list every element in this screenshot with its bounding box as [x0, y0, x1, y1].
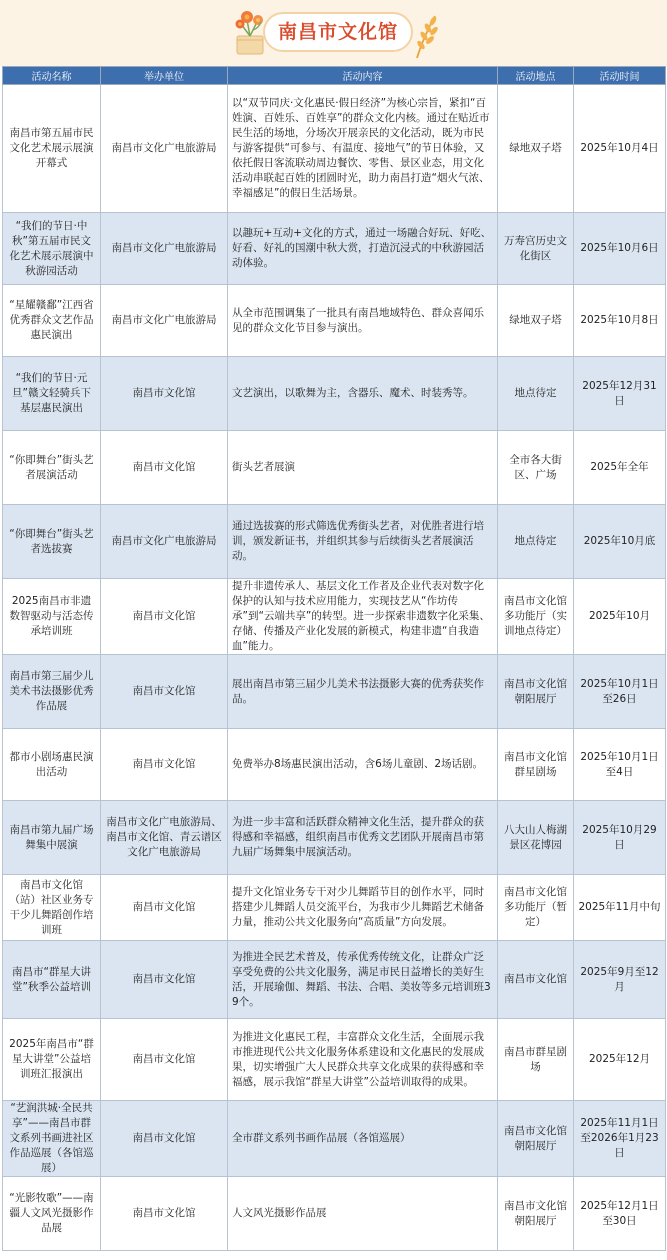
time-cell: 2025年10月底	[574, 505, 666, 579]
table-header-row	[3, 67, 666, 85]
table-row	[3, 1019, 666, 1101]
activity-name-cell: 南昌市文化馆（站）社区业务专干少儿舞蹈创作培训班	[3, 875, 101, 941]
activity-name-cell: 南昌市第三届少儿美术书法摄影优秀作品展	[3, 655, 101, 729]
place-cell: 南昌市文化馆朝阳展厅	[498, 1101, 574, 1177]
time-cell: 2025年10月4日	[574, 85, 666, 213]
place-cell: 万寿宫历史文化街区	[498, 213, 574, 285]
organizer-cell: 南昌市文化广电旅游局	[101, 85, 228, 213]
place-cell: 南昌市文化馆	[498, 941, 574, 1019]
place-cell: 绿地双子塔	[498, 85, 574, 213]
activity-name-cell: 南昌市“群星大讲堂”秋季公益培训	[3, 941, 101, 1019]
column-header-place: 活动地点	[498, 67, 574, 85]
content-cell: 展出南昌市第三届少儿美术书法摄影大赛的优秀获奖作品。	[228, 655, 498, 729]
content-cell: 以趣玩+互动+文化的方式，通过一场融合好玩、好吃、好看、好礼的国潮中秋大赏，打造沉浸式的中秋游园活动体验。	[228, 213, 498, 285]
activity-name-cell: “我们的节日·中秋”第五届市民文化艺术展示展演中秋游园活动	[3, 213, 101, 285]
time-cell: 2025年12月31日	[574, 357, 666, 431]
table-row	[3, 505, 666, 579]
activity-name-cell: “你即舞台”街头艺者展演活动	[3, 431, 101, 505]
organizer-cell: 南昌市文化广电旅游局	[101, 285, 228, 357]
place-cell: 八大山人梅湖景区花博园	[498, 801, 574, 875]
activity-name-cell: “光影牧歌”——南疆人文风光摄影作品展	[3, 1177, 101, 1251]
activity-name-cell: “我们的节日·元旦”赣文轻骑兵下基层惠民演出	[3, 357, 101, 431]
table-row	[3, 1177, 666, 1251]
time-cell: 2025年9月至12月	[574, 941, 666, 1019]
content-cell: 提升非遗传承人、基层文化工作者及企业代表对数字化保护的认知与技术应用能力，实现技艺从“作坊传承”到“云端共享”的转型。进一步探索非遗数字化采集、存储、传播及产业化发展的新模式，构建非遗“自我造血”能力。	[228, 579, 498, 655]
column-header-time: 活动时间	[574, 67, 666, 85]
time-cell: 2025年12月	[574, 1019, 666, 1101]
content-cell: 为推进全民艺术普及，传承优秀传统文化，让群众广泛享受免费的公共文化服务，满足市民日益增长的美好生活，开展瑜伽、舞蹈、书法、合唱、美妆等多元培训班39个。	[228, 941, 498, 1019]
place-cell: 南昌市文化馆多功能厅（实训地点待定）	[498, 579, 574, 655]
table-row	[3, 285, 666, 357]
page-header	[0, 0, 667, 66]
place-cell: 南昌市文化馆朝阳展厅	[498, 655, 574, 729]
content-cell: 全市群文系列书画作品展（各馆巡展）	[228, 1101, 498, 1177]
activity-name-cell: 南昌市第五届市民文化艺术展示展演开幕式	[3, 85, 101, 213]
place-cell: 南昌市文化馆多功能厅（暂定）	[498, 875, 574, 941]
page-title: 南昌市文化馆	[277, 21, 398, 43]
organizer-cell: 南昌市文化馆	[101, 1019, 228, 1101]
column-header-content: 活动内容	[228, 67, 498, 85]
activity-table	[2, 66, 666, 1251]
time-cell: 2025年10月	[574, 579, 666, 655]
place-cell: 南昌市群星剧场	[498, 1019, 574, 1101]
place-cell: 南昌市文化馆群星剧场	[498, 729, 574, 801]
table-row	[3, 213, 666, 285]
table-row	[3, 85, 666, 213]
table-row	[3, 431, 666, 505]
time-cell: 2025年11月中旬	[574, 875, 666, 941]
place-cell: 全市各大街区、广场	[498, 431, 574, 505]
activity-name-cell: 2025南昌市非遗数智驱动与活态传承培训班	[3, 579, 101, 655]
place-cell: 南昌市文化馆朝阳展厅	[498, 1177, 574, 1251]
table-row	[3, 941, 666, 1019]
time-cell: 2025年10月8日	[574, 285, 666, 357]
activity-name-cell: “星耀赣鄱”江西省优秀群众文艺作品惠民演出	[3, 285, 101, 357]
title-banner	[231, 6, 437, 58]
activity-name-cell: 南昌市第九届广场舞集中展演	[3, 801, 101, 875]
organizer-cell: 南昌市文化馆	[101, 729, 228, 801]
organizer-cell: 南昌市文化馆	[101, 1101, 228, 1177]
place-cell: 绿地双子塔	[498, 285, 574, 357]
organizer-cell: 南昌市文化馆	[101, 431, 228, 505]
table-row	[3, 655, 666, 729]
time-cell: 2025年12月1日至30日	[574, 1177, 666, 1251]
organizer-cell: 南昌市文化广电旅游局	[101, 213, 228, 285]
content-cell: 从全市范围调集了一批具有南昌地域特色、群众喜闻乐见的群众文化节目参与演出。	[228, 285, 498, 357]
time-cell: 2025年10月29日	[574, 801, 666, 875]
time-cell: 2025年全年	[574, 431, 666, 505]
content-cell: 以“双节同庆·文化惠民·假日经济”为核心宗旨，紧扣“百姓演、百姓乐、百姓享”的群众文化内核。通过在贴近市民生活的场地，分场次开展亲民的文化活动，既为市民与游客提供“可参与、有温度、接地气”的节日体验，又依托假日客流联动周边餐饮、零售、景区业态，用文化活动串联起百姓的团圆时光，助力南昌打造“烟火气浓、幸福感足”的假日生活场景。	[228, 85, 498, 213]
organizer-cell: 南昌市文化馆	[101, 1177, 228, 1251]
activity-name-cell: 2025年南昌市“群星大讲堂”公益培训班汇报演出	[3, 1019, 101, 1101]
organizer-cell: 南昌市文化馆	[101, 941, 228, 1019]
wheat-icon	[411, 12, 441, 60]
table-row	[3, 875, 666, 941]
content-cell: 为进一步丰富和活跃群众精神文化生活，提升群众的获得感和幸福感，组织南昌市优秀文艺团队开展南昌市第九届广场舞集中展演活动。	[228, 801, 498, 875]
content-cell: 通过选拔赛的形式筛选优秀街头艺者，对优胜者进行培训，颁发新证书，并组织其参与后续街头艺者展演活动。	[228, 505, 498, 579]
content-cell: 免费举办8场惠民演出活动，含6场儿童剧、2场话剧。	[228, 729, 498, 801]
place-cell: 地点待定	[498, 357, 574, 431]
time-cell: 2025年11月1日至2026年1月23日	[574, 1101, 666, 1177]
content-cell: 提升文化馆业务专干对少儿舞蹈节目的创作水平，同时搭建少儿舞蹈人员交流平台，为我市少儿舞蹈艺术储备力量，推动公共文化服务向“高质量”方向发展。	[228, 875, 498, 941]
table-row	[3, 801, 666, 875]
time-cell: 2025年10月6日	[574, 213, 666, 285]
place-cell: 地点待定	[498, 505, 574, 579]
content-cell: 为推进文化惠民工程，丰富群众文化生活，全面展示我市推进现代公共文化服务体系建设和文化惠民的发展成果，切实增强广大人民群众共享文化成果的获得感和幸福感，展示我馆“群星大讲堂”公益培训取得的成果。	[228, 1019, 498, 1101]
content-cell: 街头艺者展演	[228, 431, 498, 505]
organizer-cell: 南昌市文化广电旅游局、南昌市文化馆、青云谱区文化广电旅游局	[101, 801, 228, 875]
table-row	[3, 1101, 666, 1177]
activity-name-cell: “你即舞台”街头艺者选拔赛	[3, 505, 101, 579]
time-cell: 2025年10月1日至4日	[574, 729, 666, 801]
organizer-cell: 南昌市文化馆	[101, 579, 228, 655]
organizer-cell: 南昌市文化广电旅游局	[101, 505, 228, 579]
organizer-cell: 南昌市文化馆	[101, 875, 228, 941]
column-header-organizer: 举办单位	[101, 67, 228, 85]
table-row	[3, 579, 666, 655]
organizer-cell: 南昌市文化馆	[101, 357, 228, 431]
activity-name-cell: “艺润洪城·全民共享”——南昌市群文系列书画进社区作品巡展（各馆巡展）	[3, 1101, 101, 1177]
activity-name-cell: 都市小剧场惠民演出活动	[3, 729, 101, 801]
table-row	[3, 357, 666, 431]
table-row	[3, 729, 666, 801]
content-cell: 人文风光摄影作品展	[228, 1177, 498, 1251]
content-cell: 文艺演出，以歌舞为主，含器乐、魔术、时装秀等。	[228, 357, 498, 431]
column-header-name: 活动名称	[3, 67, 101, 85]
organizer-cell: 南昌市文化馆	[101, 655, 228, 729]
time-cell: 2025年10月1日至26日	[574, 655, 666, 729]
